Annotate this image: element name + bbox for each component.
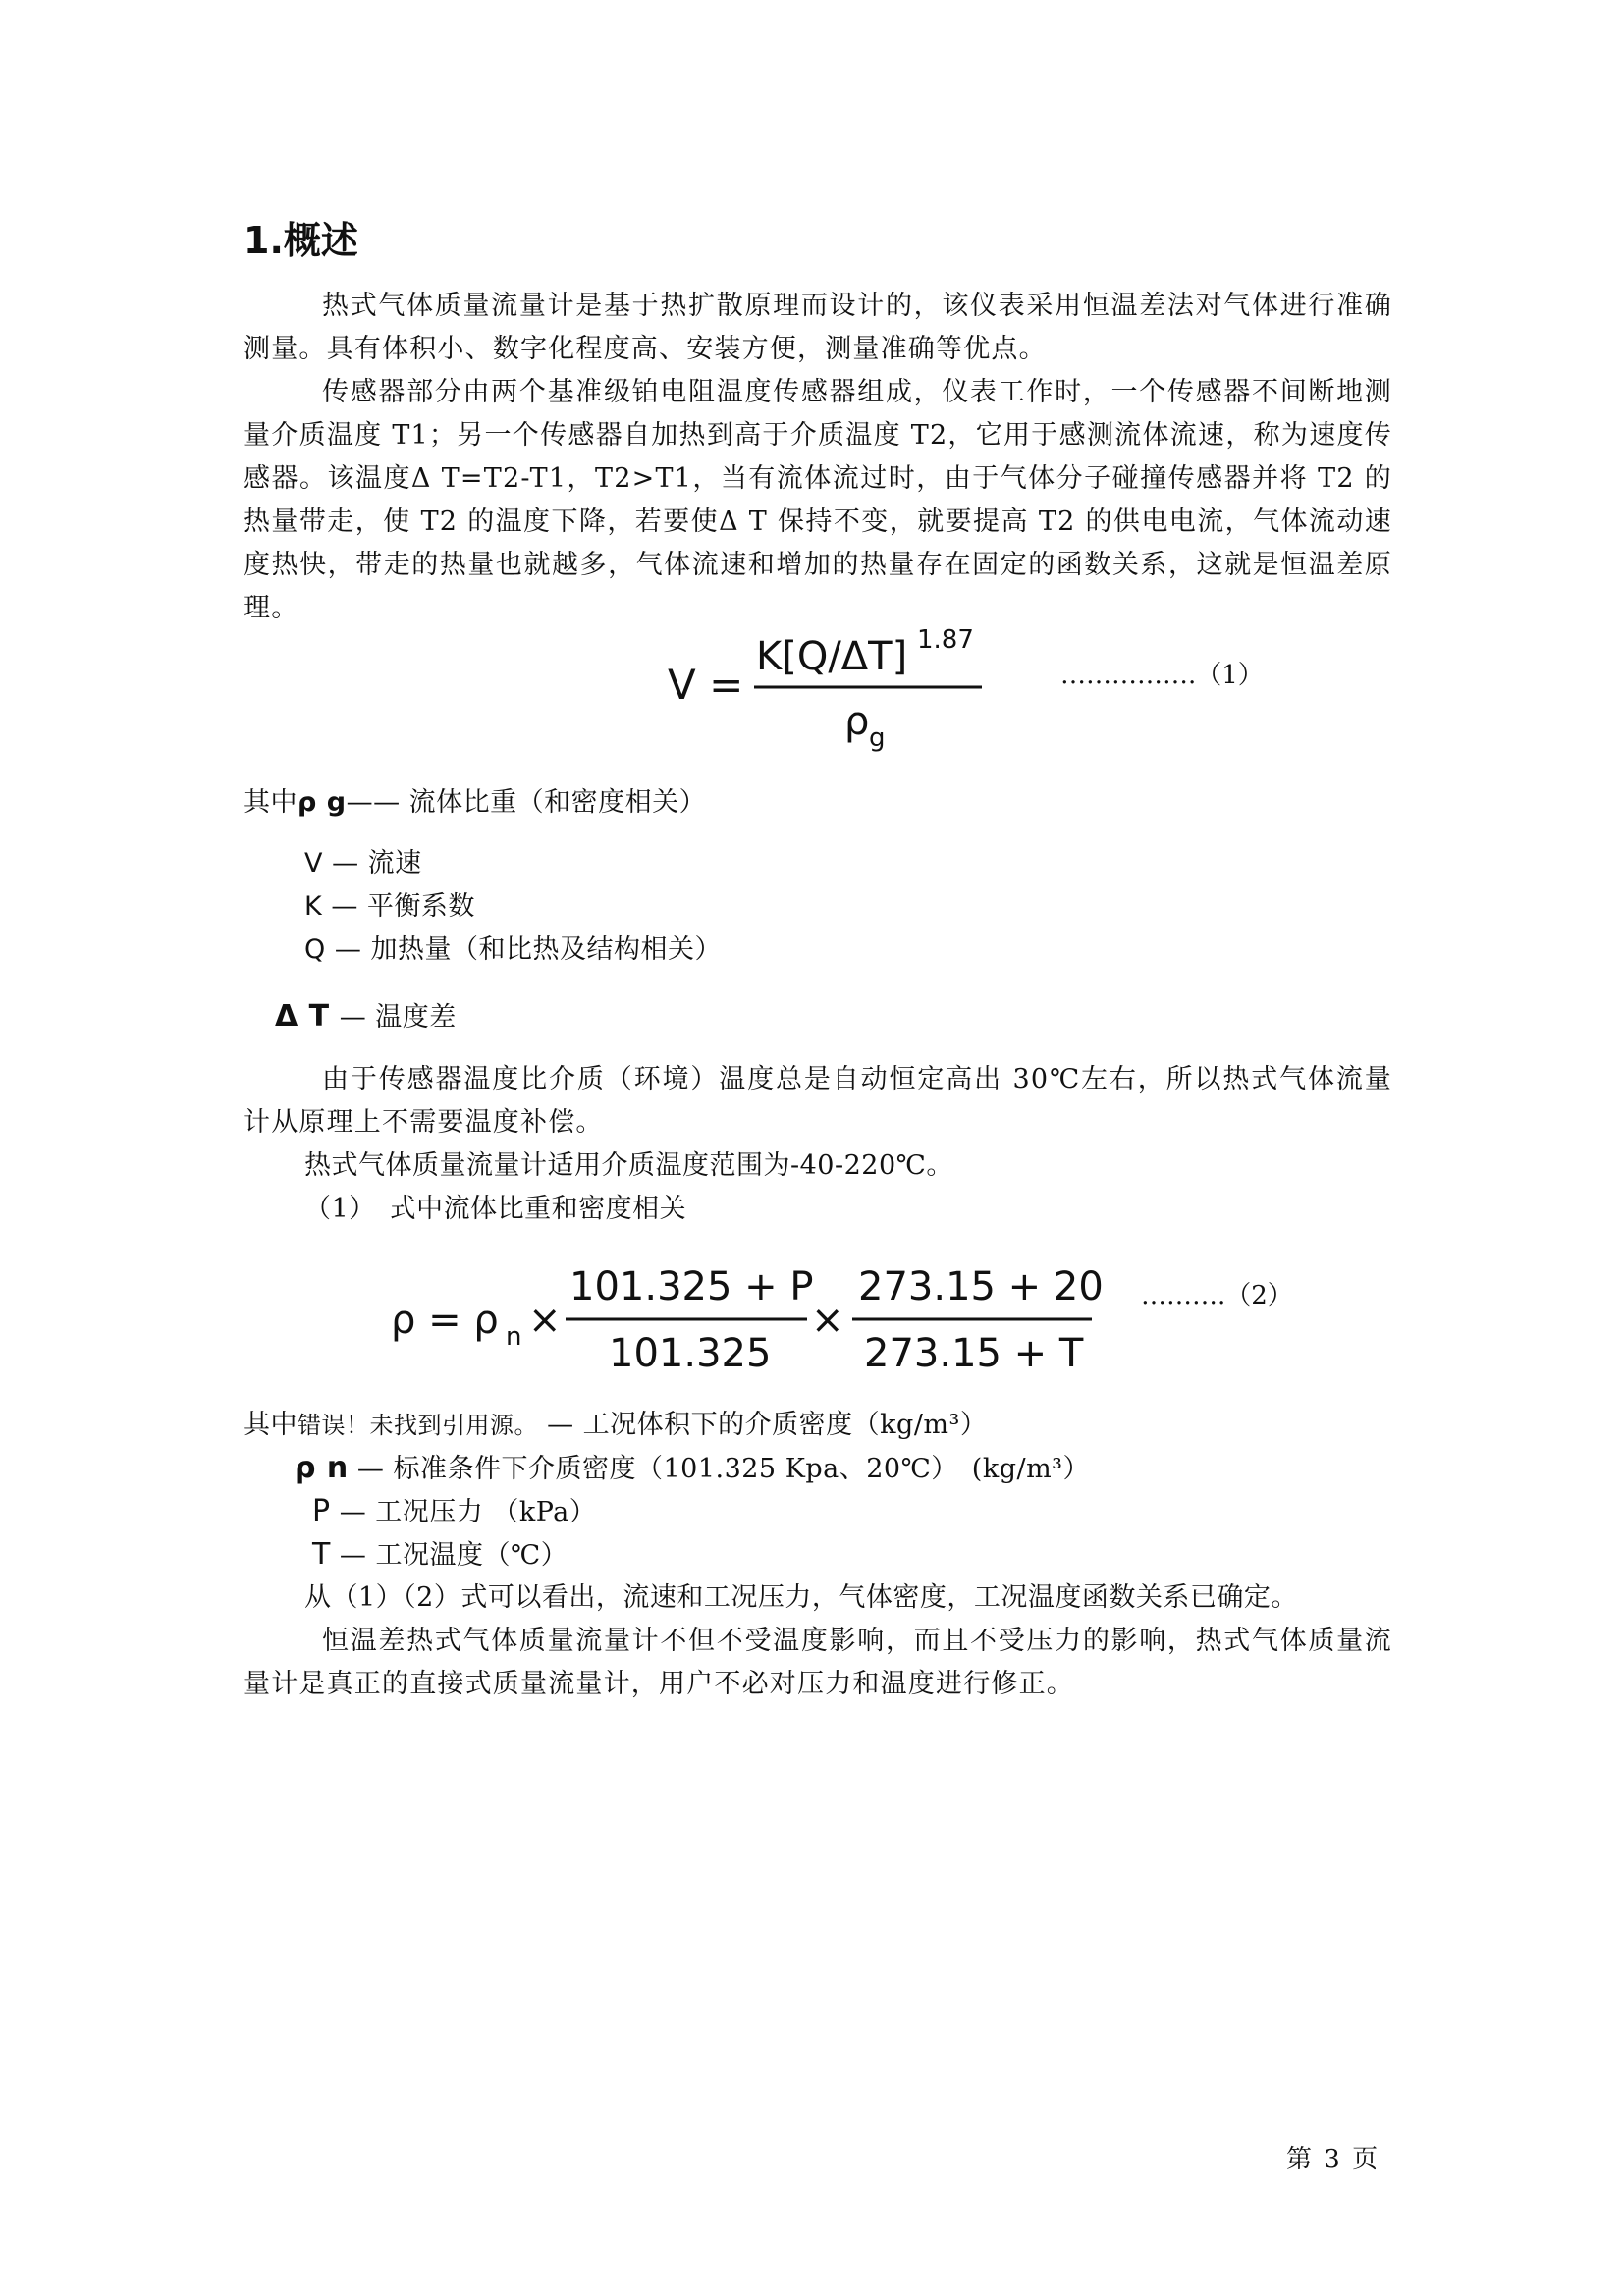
v-description: — 流速 — [332, 848, 422, 879]
delta-t-symbol: Δ T — [275, 999, 330, 1034]
formula-2-frac2-denominator: 273.15 + T — [864, 1331, 1084, 1376]
def-p — [312, 1490, 596, 1534]
def-delta-t — [275, 995, 457, 1040]
formula-1-numerator: K[Q/ΔT] — [756, 634, 908, 679]
formula-1 — [648, 618, 1355, 766]
rho-description: — 工况体积下的介质密度（kg/m³） — [547, 1410, 988, 1440]
def-rho-n — [295, 1447, 1090, 1491]
def-rho — [244, 1404, 987, 1447]
formula-1-denominator: ρ — [844, 699, 870, 744]
paragraph-compensation: 由于传感器温度比介质（环境）温度总是自动恒定高出 30℃左右，所以热式气体流量计从原理上不需要温度补偿。 — [244, 1064, 1392, 1138]
section-heading: 1.概述 — [244, 219, 358, 262]
rho-n-symbol: ρ n — [295, 1451, 349, 1485]
delta-t-description: — 温度差 — [339, 1002, 457, 1033]
k-symbol: K — [304, 891, 323, 922]
t-symbol: T — [312, 1537, 331, 1572]
formula-2 — [383, 1245, 1365, 1392]
formula-2-frac2-numerator: 273.15 + 20 — [858, 1264, 1104, 1309]
q-description: — 加热量（和比热及结构相关） — [334, 934, 722, 965]
reference-error-text: 错误！未找到引用源。 — [298, 1412, 538, 1439]
def-intro: 其中 — [244, 787, 298, 818]
formula-2-times-1: × — [528, 1298, 562, 1343]
paragraph-relationship: 从（1）（2）式可以看出，流速和工况压力，气体密度，工况温度函数关系已确定。 — [304, 1582, 1298, 1613]
formula-2-lhs-sub: n — [506, 1322, 522, 1352]
paragraph-density-note: （1） 式中流体比重和密度相关 — [304, 1194, 687, 1224]
rho-g-symbol: ρ g — [298, 787, 347, 818]
formula-2-frac1-denominator: 101.325 — [609, 1331, 772, 1376]
paragraph-intro: 热式气体质量流量计是基于热扩散原理而设计的，该仪表采用恒温差法对气体进行准确测量。具有体积小、数字化程度高、安装方便，测量准确等优点。 — [244, 291, 1392, 364]
v-symbol: V — [304, 848, 323, 879]
rho-n-description: — 标准条件下介质密度（101.325 Kpa、20℃） (kg/m³） — [356, 1454, 1091, 1484]
page-number: 第 3 页 — [1286, 2145, 1380, 2174]
formula-2-label: ……….（2） — [1141, 1281, 1293, 1310]
rho-g-description: —— 流体比重（和密度相关） — [346, 787, 707, 818]
paragraph-temp-range: 热式气体质量流量计适用介质温度范围为-40-220℃。 — [304, 1150, 953, 1181]
formula-2-frac1-numerator: 101.325 + P — [569, 1264, 814, 1309]
def-rho-g — [244, 781, 706, 825]
def-k — [304, 885, 475, 929]
def-q — [304, 929, 722, 972]
formula-2-lhs: ρ = ρ — [391, 1298, 499, 1343]
formula-2-times-2: × — [811, 1298, 844, 1343]
def-v — [304, 842, 422, 885]
formula-1-exponent: 1.87 — [917, 625, 974, 655]
formula-1-denominator-sub: g — [869, 723, 886, 753]
paragraph-principle: 传感器部分由两个基准级铂电阻温度传感器组成，仪表工作时，一个传感器不间断地测量介质温度 T1；另一个传感器自加热到高于介质温度 T2，它用于感测流体流速，称为速度传感器。该温度Δ T=T2-T1，T2>T1，当有流体流过时，由于气体分子碰撞传感器并将 T2 的热量带走，使 T2 的温度下降，若要使Δ T 保持不变，就要提高 T2 的供电电流，气体流动速度热快，带走的热量也就越多，气体流速和增加的热量存在固定的函数关系，这就是恒温差原理。 — [244, 377, 1392, 623]
formula-1-lhs: V = — [668, 661, 744, 709]
p-description: — 工况压力 （kPa） — [339, 1497, 597, 1527]
k-description: — 平衡系数 — [331, 891, 475, 922]
t-description: — 工况温度（℃） — [339, 1540, 568, 1571]
def2-intro: 其中 — [244, 1410, 298, 1440]
paragraph-conclusion: 恒温差热式气体质量流量计不但不受温度影响，而且不受压力的影响，热式气体质量流量计是真正的直接式质量流量计，用户不必对压力和温度进行修正。 — [244, 1626, 1392, 1699]
def-t — [312, 1533, 568, 1577]
formula-1-label: …………….（1） — [1060, 661, 1264, 690]
q-symbol: Q — [304, 934, 326, 965]
p-symbol: P — [312, 1494, 331, 1528]
